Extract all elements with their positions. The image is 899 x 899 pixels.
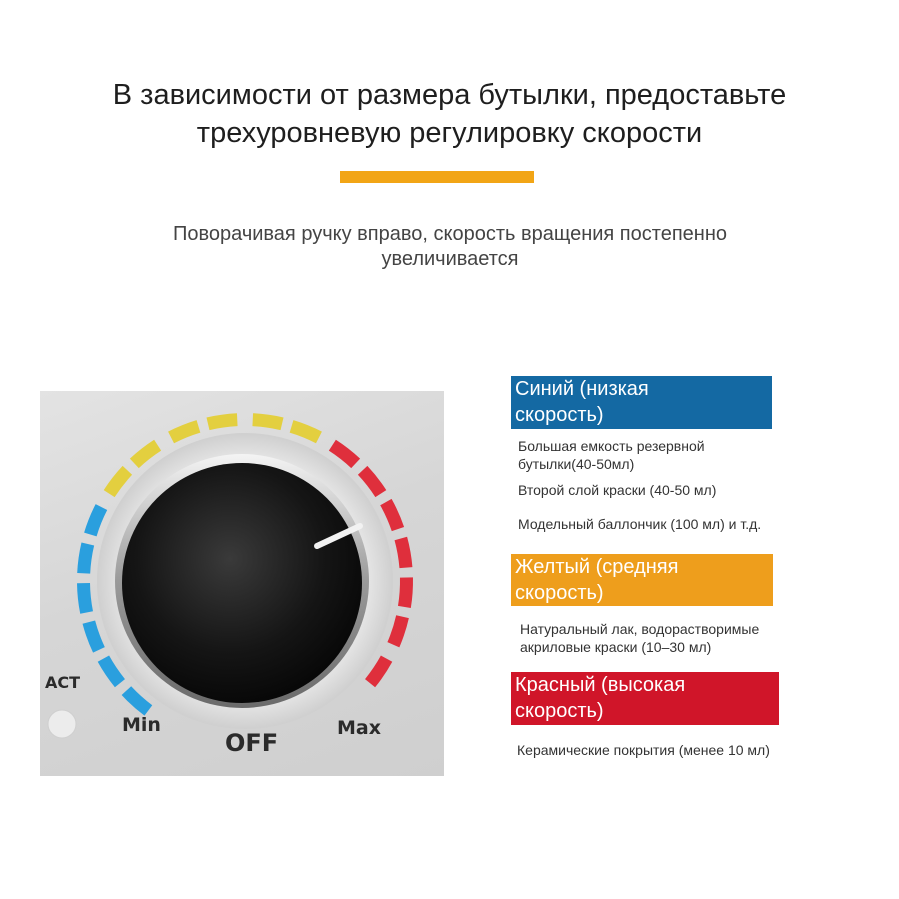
off-label: OFF	[225, 729, 279, 757]
speed-segment-blue	[77, 583, 93, 614]
page-title-line: трехуровневую регулировку скорости	[196, 117, 703, 149]
level-item	[518, 481, 716, 499]
level-title-line: скорость)	[515, 582, 604, 604]
speed-segment-blue	[84, 504, 107, 536]
level-item	[518, 437, 705, 473]
page-subtitle-line: увеличивается	[381, 248, 519, 270]
level-item-line: Натуральный лак, водорастворимые	[520, 621, 760, 637]
level-item	[520, 620, 759, 656]
max-label: Max	[337, 717, 381, 739]
speed-segment-yellow	[290, 420, 322, 443]
level-item-line: Керамические покрытия (менее 10 мл)	[517, 742, 770, 758]
speed-segment-red	[380, 499, 404, 531]
page-title-line: В зависимости от размера бутылки, предоставьте	[112, 79, 787, 111]
act-label: ACT	[45, 673, 81, 692]
speed-segment-red	[398, 577, 413, 608]
speed-segment-blue	[77, 542, 94, 573]
page-subtitle-line: Поворачивая ручку вправо, скорость вращения постепенно	[172, 223, 727, 245]
speed-segment-yellow	[252, 413, 283, 430]
speed-dial-panel	[40, 391, 444, 776]
level-header-blue	[511, 376, 772, 429]
level-title-line: скорость)	[515, 700, 604, 722]
level-item-line: акриловые краски (10–30 мл)	[520, 639, 712, 655]
level-title-line: скорость)	[515, 404, 604, 426]
min-label: Min	[122, 714, 161, 736]
knob-icon	[122, 463, 362, 703]
page-title	[0, 76, 899, 152]
speed-dial-graphic	[40, 391, 444, 776]
level-title-line: Красный (высокая	[515, 674, 686, 696]
level-item-line: Большая емкость резервной	[518, 438, 705, 454]
speed-segment-yellow	[206, 413, 237, 430]
speed-segment-blue	[83, 620, 105, 652]
level-item	[517, 741, 770, 759]
level-item	[518, 515, 761, 533]
accent-bar	[340, 171, 534, 183]
level-header-yellow	[511, 554, 773, 606]
level-header-red	[511, 672, 779, 725]
act-indicator-icon	[48, 710, 76, 738]
speed-segment-red	[387, 615, 408, 647]
level-item-line: Модельный баллончик (100 мл) и т.д.	[518, 516, 762, 532]
level-item-line: Второй слой краски (40-50 мл)	[518, 482, 717, 498]
level-title-line: Синий (низкая	[515, 378, 649, 400]
level-title-line: Желтый (средняя	[515, 556, 679, 578]
level-item-line: бутылки(40-50мл)	[518, 456, 635, 472]
speed-segment-yellow	[168, 420, 200, 443]
speed-segment-red	[395, 537, 413, 568]
page-subtitle	[100, 222, 800, 272]
